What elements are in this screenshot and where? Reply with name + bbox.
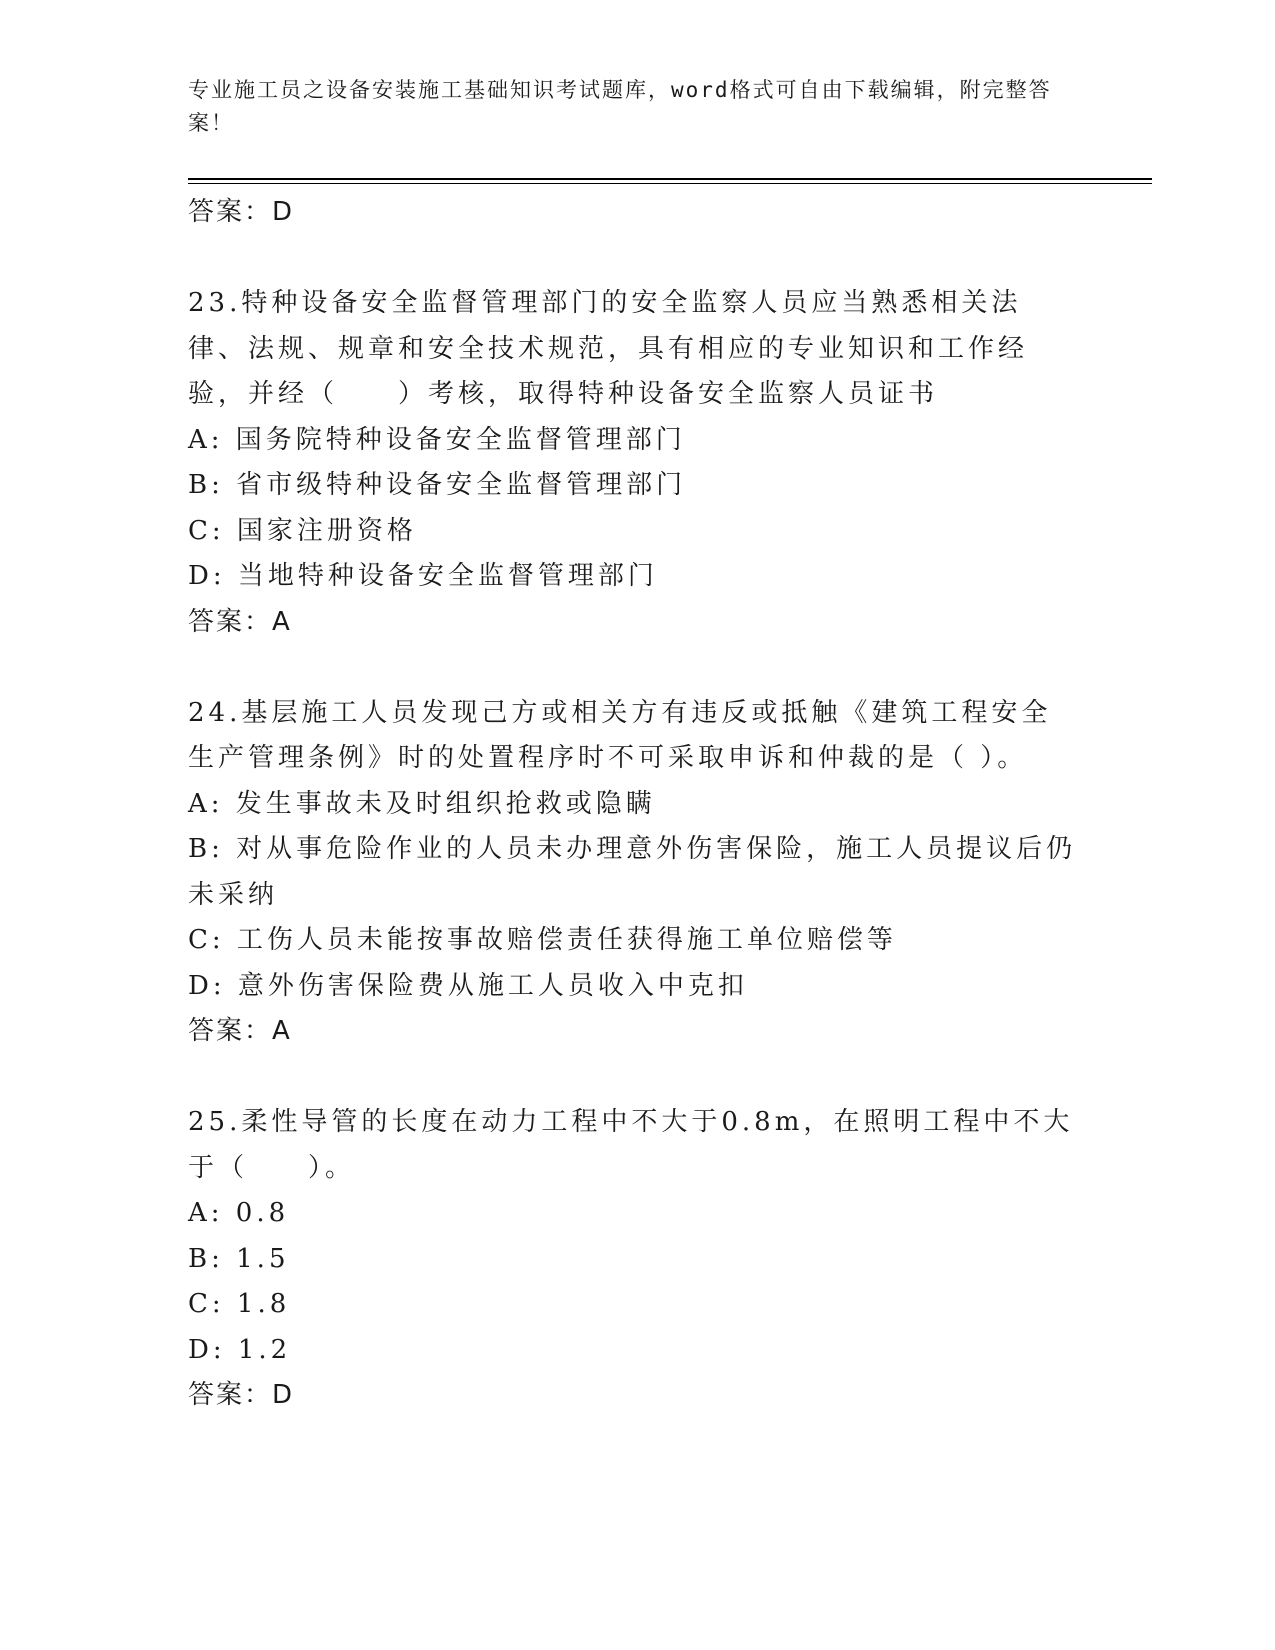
option-d: D: 意外伤害保险费从施工人员收入中克扣 bbox=[188, 970, 748, 1001]
option-d: D: 1.2 bbox=[188, 1334, 292, 1365]
answer-line: 答案：A bbox=[188, 1016, 292, 1046]
header-rule-thick bbox=[188, 178, 1152, 180]
question-block bbox=[188, 691, 1088, 1055]
option-a: A: 0.8 bbox=[188, 1198, 290, 1228]
option-b: B: 对从事危险作业的人员未办理意外伤害保险，施工人员提议后仍未采纳 bbox=[188, 834, 1077, 910]
option-c: C: 1.8 bbox=[188, 1289, 291, 1319]
header-rule-thin bbox=[188, 183, 1152, 184]
question-text: 23.特种设备安全监督管理部门的安全监察人员应当熟悉相关法律、法规、规章和安全技术规范，具有相应的专业知识和工作经验，并经（ ）考核，取得特种设备安全监察人员证书 bbox=[188, 288, 1029, 409]
question-text: 24.基层施工人员发现己方或相关方有违反或抵触《建筑工程安全生产管理条例》时的处置程序时不可采取申诉和仲裁的是（ ）。 bbox=[188, 697, 1052, 773]
option-c: C: 国家注册资格 bbox=[188, 515, 417, 546]
option-c: C: 工伤人员未能按事故赔偿责任获得施工单位赔偿等 bbox=[188, 925, 897, 955]
answer-line: 答案：D bbox=[188, 1380, 295, 1410]
answer-line: 答案：D bbox=[188, 197, 295, 227]
page-header bbox=[188, 74, 1068, 140]
question-block bbox=[188, 281, 1088, 645]
option-b: B: 1.5 bbox=[188, 1243, 290, 1274]
answer-line: 答案：A bbox=[188, 606, 292, 637]
option-b: B: 省市级特种设备安全监督管理部门 bbox=[188, 470, 687, 500]
option-a: A: 国务院特种设备安全监督管理部门 bbox=[188, 424, 686, 455]
header-text: 专业施工员之设备安装施工基础知识考试题库，word格式可自由下载编辑，附完整答案！ bbox=[188, 78, 1052, 135]
option-d: D: 当地特种设备安全监督管理部门 bbox=[188, 561, 658, 591]
question-text: 25.柔性导管的长度在动力工程中不大于0.8m，在照明工程中不大于（ ）。 bbox=[188, 1107, 1074, 1183]
question-list bbox=[188, 190, 1088, 1418]
question-block bbox=[188, 1100, 1088, 1418]
option-a: A: 发生事故未及时组织抢救或隐瞒 bbox=[188, 788, 656, 819]
